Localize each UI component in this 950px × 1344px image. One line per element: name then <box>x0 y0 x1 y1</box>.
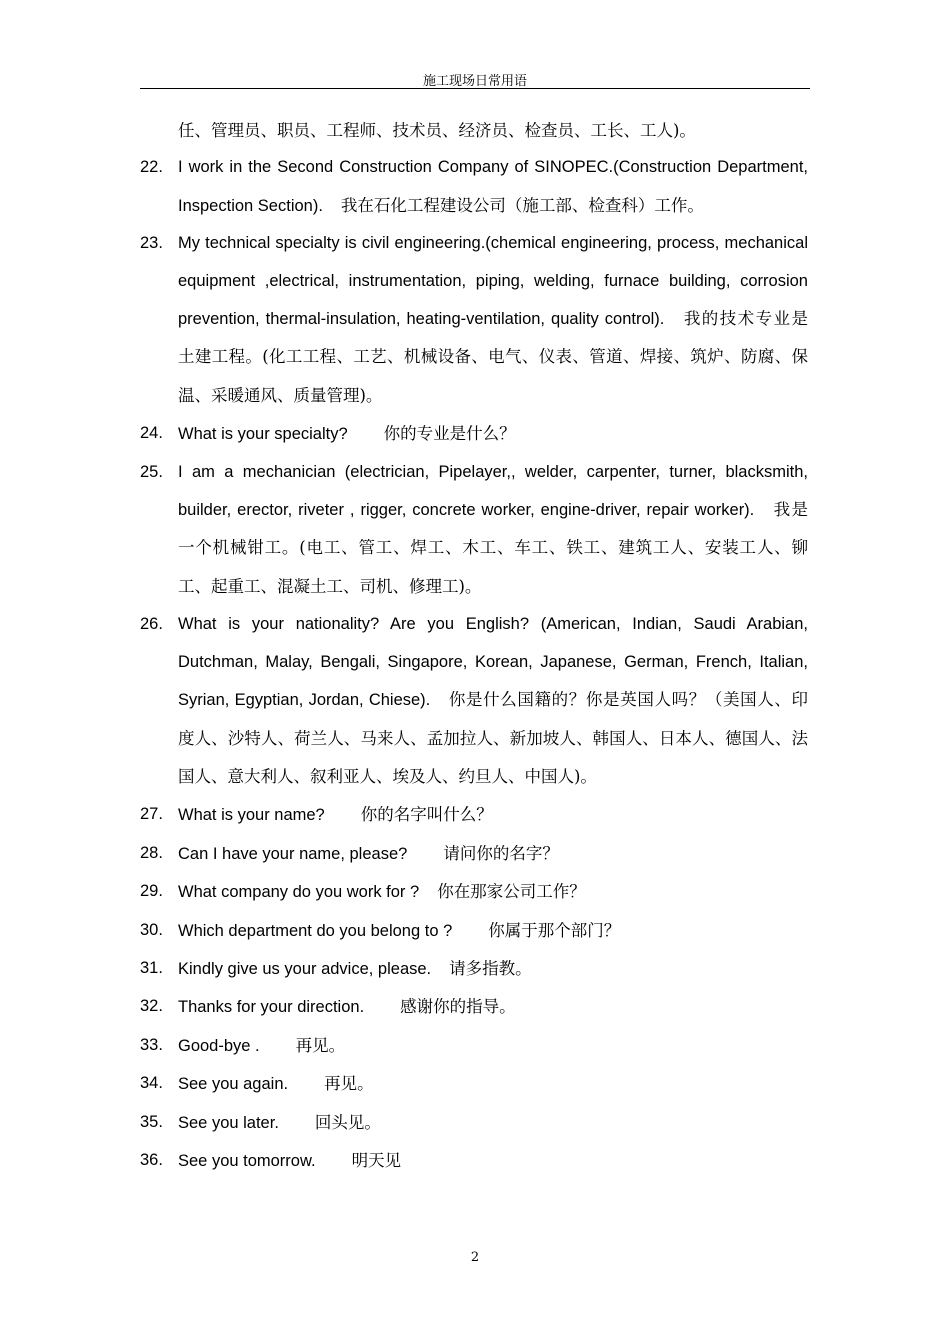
page-number: 2 <box>470 1250 480 1265</box>
item-number: 27. <box>140 805 163 824</box>
item-number: 33. <box>140 1035 163 1054</box>
item-number: 32. <box>140 997 163 1016</box>
chinese-translation: 你在那家公司工作？ <box>437 882 586 902</box>
english-phrase: My technical specialty is civil engineering.(chemical engineering, process, mechanical equipment ,electrical, instrumentation, piping, welding, furnace building, corrosion prevention, thermal-insulation, heating-ventilation, quality control). <box>178 234 808 329</box>
item-number: 25. <box>140 462 163 481</box>
chinese-translation: 我的技术专业是土建工程。(化工工程、工艺、机械设备、电气、仪表、管道、焊接、筑炉、防腐、保温、采暖通风、质量管理)。 <box>178 309 808 405</box>
chinese-translation: 你属于那个部门？ <box>488 920 621 940</box>
item-number: 31. <box>140 958 163 977</box>
list-item <box>140 912 808 950</box>
item-number: 28. <box>140 843 163 862</box>
list-item <box>140 950 808 988</box>
item-number: 22. <box>140 158 163 177</box>
list-item <box>140 606 808 796</box>
chinese-translation: 你是什么国籍的？你是英国人吗？（美国人、印度人、沙特人、荷兰人、马来人、孟加拉人、新加坡人、韩国人、日本人、德国人、法国人、意大利人、叙利亚人、埃及人、约旦人、中国人)。 <box>178 690 808 786</box>
item-number: 34. <box>140 1074 163 1093</box>
chinese-translation: 感谢你的指导。 <box>400 997 516 1017</box>
english-phrase: Can I have your name, please? <box>178 844 408 863</box>
english-phrase: What is your name? <box>178 806 325 825</box>
list-item <box>140 1065 808 1103</box>
chinese-translation: 明天见 <box>351 1150 402 1170</box>
english-phrase: Good-bye . <box>178 1036 260 1055</box>
english-phrase: What company do you work for ? <box>178 883 420 902</box>
item-number: 23. <box>140 234 163 253</box>
page-header-title: 施工现场日常用语 <box>422 74 527 89</box>
list-item <box>140 988 808 1026</box>
continuation-line: 任、管理员、职员、工程师、技术员、经济员、检查员、工长、工人)。 <box>178 121 696 140</box>
phrase-list <box>140 112 808 1180</box>
chinese-translation: 你的名字叫什么？ <box>360 805 493 825</box>
item-number: 26. <box>140 615 163 634</box>
chinese-translation: 我在石化工程建设公司（施工部、检查科）工作。 <box>340 195 704 215</box>
english-phrase: See you later. <box>178 1113 279 1132</box>
item-number: 30. <box>140 920 163 939</box>
list-item <box>140 796 808 834</box>
chinese-translation: 请问你的名字？ <box>443 843 559 863</box>
item-number: 24. <box>140 424 163 443</box>
chinese-translation: 我是一个机械钳工。(电工、管工、焊工、木工、车工、铁工、建筑工人、安装工人、铆工、起重工、混凝土工、司机、修理工)。 <box>178 500 808 596</box>
chinese-translation: 你的专业是什么？ <box>383 424 516 444</box>
chinese-translation: 再见。 <box>324 1074 374 1094</box>
list-item <box>140 1104 808 1142</box>
english-phrase: What is your nationality? Are you English? (American, Indian, Saudi Arabian, Dutchman, Malay, Bengali, Singapore, Korean, Japanese, German, French, Italian, Syrian, Egyptian, Jordan, Chiese). <box>178 615 808 710</box>
list-item <box>140 835 808 873</box>
header-divider <box>140 88 810 89</box>
english-phrase: I am a mechanician (electrician, Pipelayer,, welder, carpenter, turner, blacksmith, builder, erector, riveter , rigger, concrete worker, engine-driver, repair worker). <box>178 462 808 520</box>
english-phrase: See you again. <box>178 1075 289 1094</box>
english-phrase: Kindly give us your advice, please. <box>178 959 432 978</box>
item-number: 29. <box>140 882 163 901</box>
list-item <box>140 454 808 607</box>
english-phrase: Which department do you belong to ? <box>178 921 453 940</box>
list-item <box>140 1027 808 1065</box>
list-item <box>140 873 808 911</box>
list-item <box>140 415 808 453</box>
chinese-translation: 回头见。 <box>314 1112 381 1132</box>
chinese-translation: 再见。 <box>295 1035 346 1055</box>
english-phrase: Thanks for your direction. <box>178 998 365 1017</box>
english-phrase: See you tomorrow. <box>178 1151 316 1170</box>
list-item <box>140 1142 808 1180</box>
list-item <box>140 149 808 225</box>
chinese-translation: 请多指教。 <box>449 958 532 978</box>
english-phrase: What is your specialty? <box>178 425 348 444</box>
item-number: 35. <box>140 1112 163 1131</box>
list-item <box>140 225 808 415</box>
english-phrase: I work in the Second Construction Company of SINOPEC.(Construction Department, Inspection Section). <box>178 158 808 215</box>
item-number: 36. <box>140 1150 163 1169</box>
